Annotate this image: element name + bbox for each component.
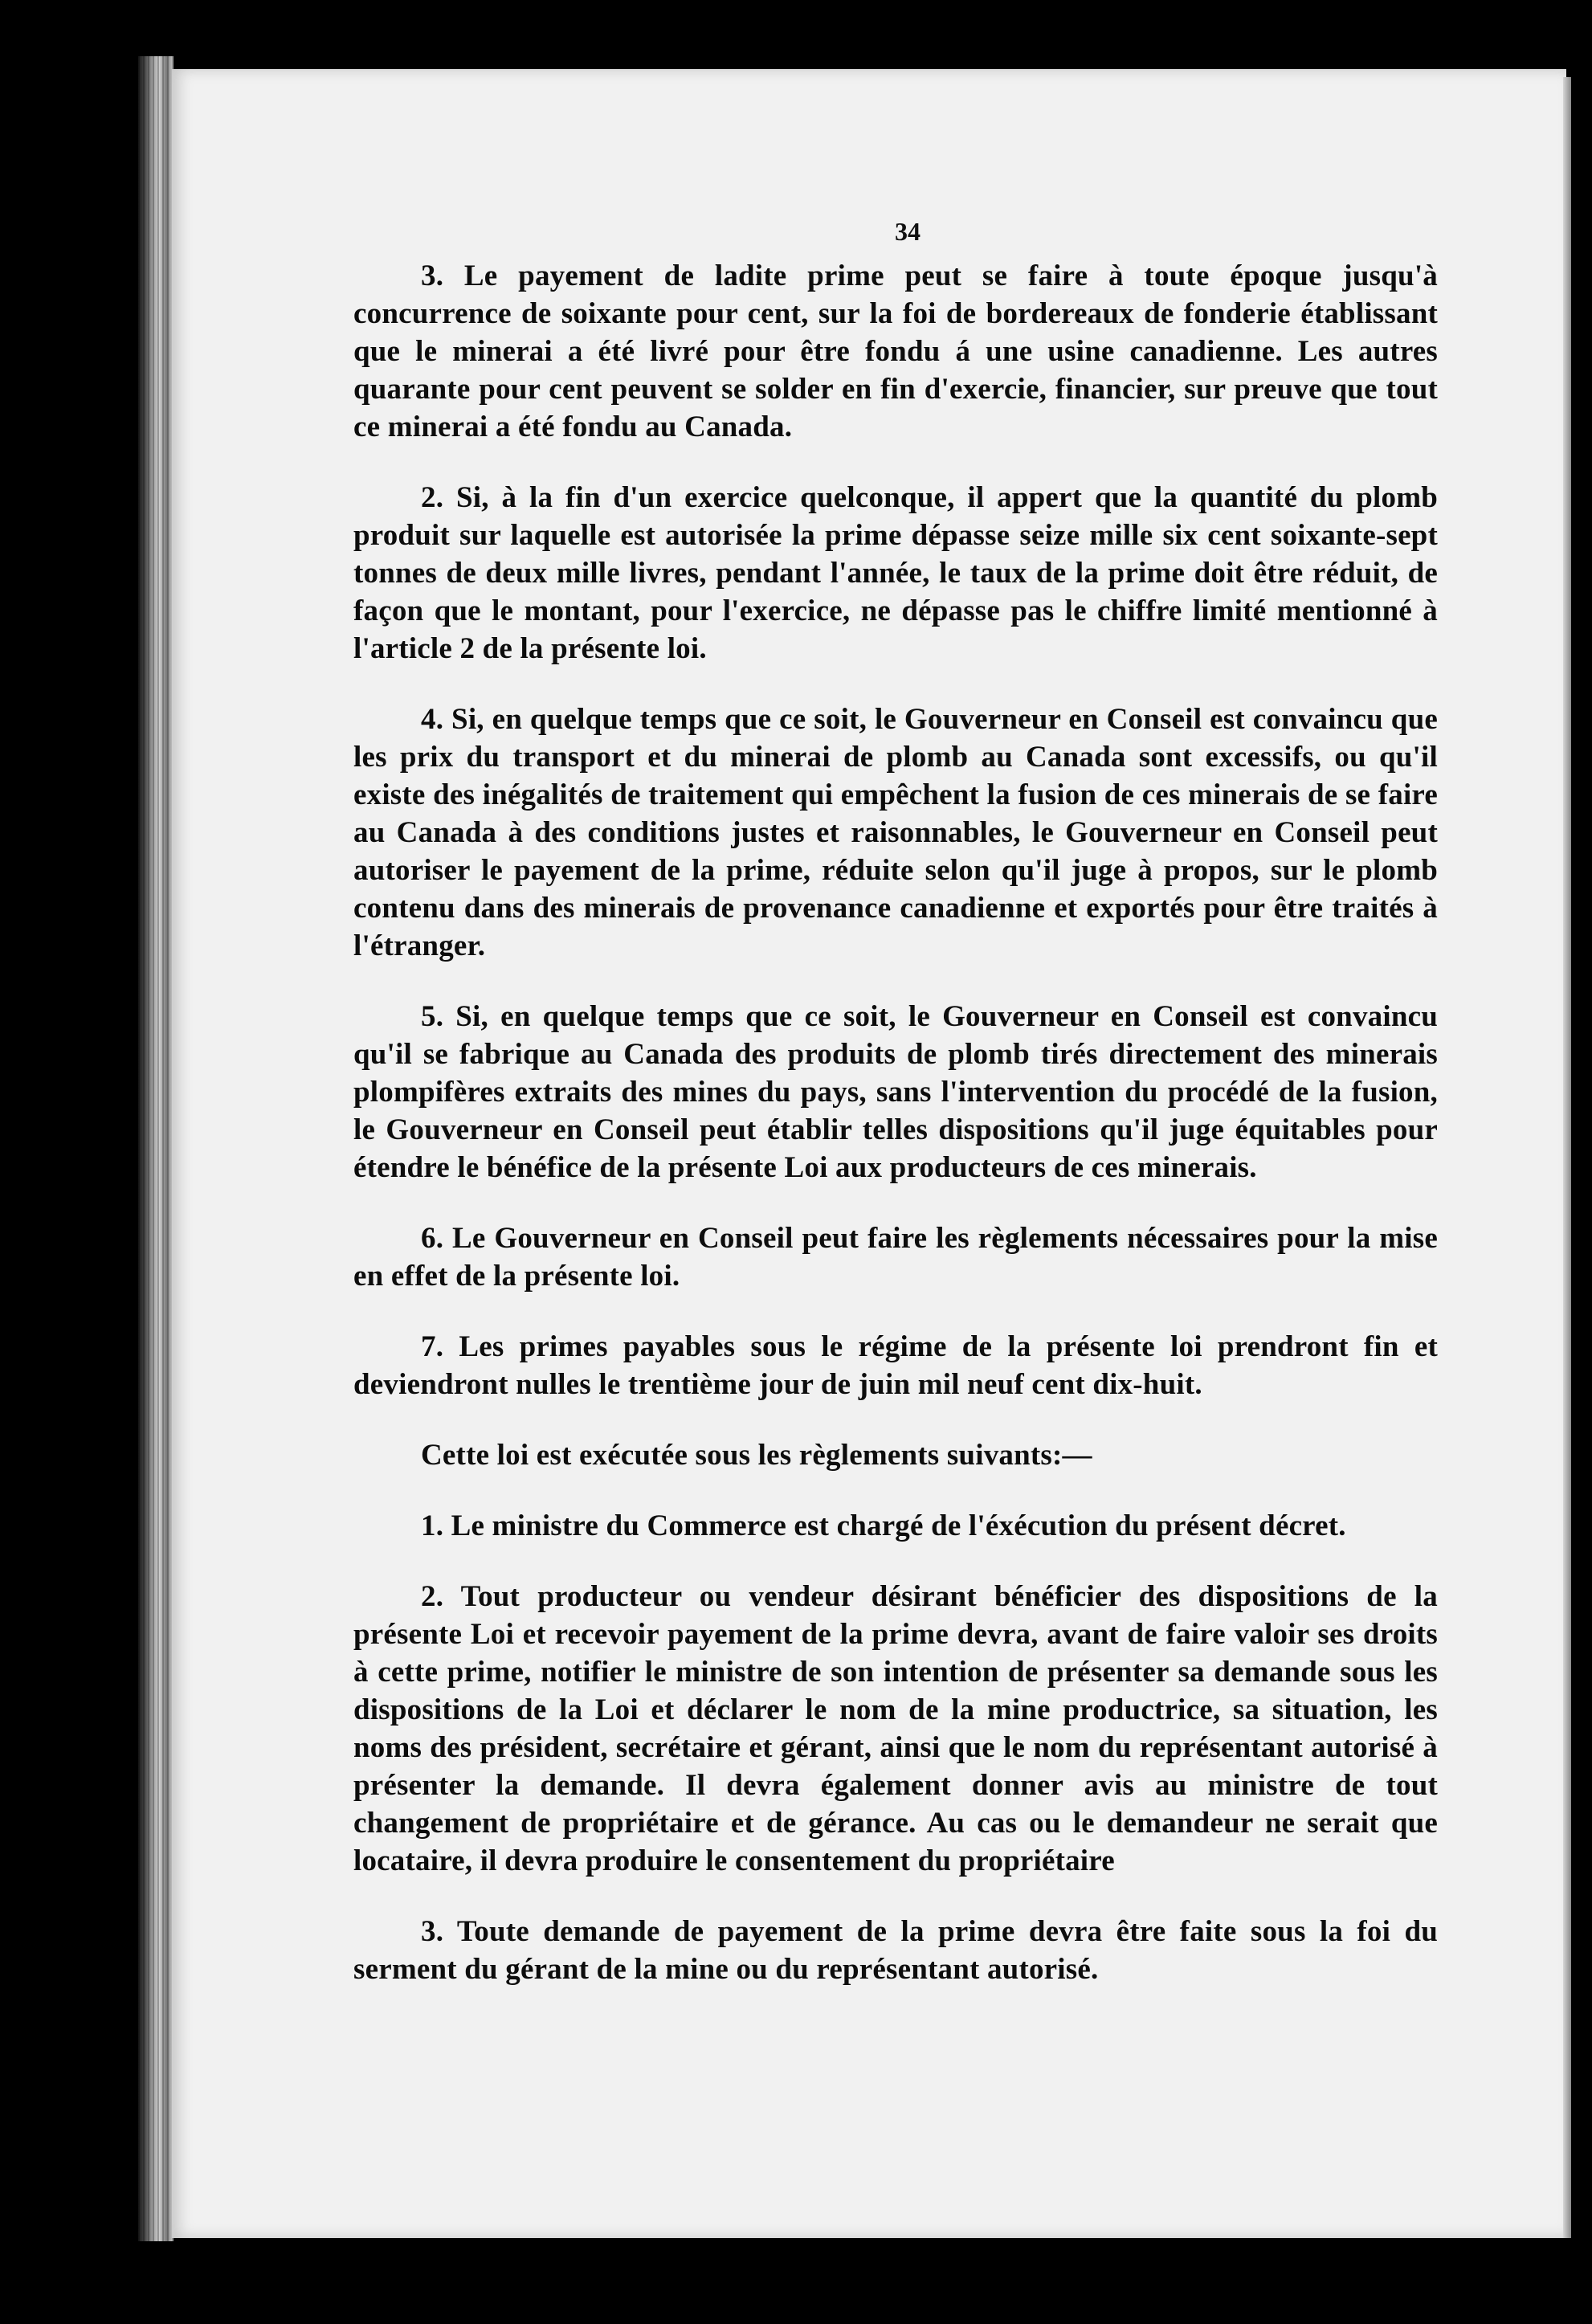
paragraph-regulation-3: 3. Toute demande de payement de la prime devra être faite sous la foi du serment du gérant de la mine ou du représentant autorisé.: [353, 1915, 1438, 1986]
book-page-edges: [138, 56, 173, 2241]
paragraph-article-3: 3. Le payement de ladite prime peut se faire à toute époque jusqu'à concurrence de soixante pour cent, sur la foi de bordereaux de fonderie établissant que le minerai a été livré pour être fondu á une usine canadienne. Les autres quarante pour cent peuvent se solder en fin d'exercie, financier, sur preuve que tout ce minerai a été fondu au Canada.: [353, 259, 1438, 443]
paragraph-article-2: 2. Si, à la fin d'un exercice quelconque, il appert que la quantité du plomb produit sur laquelle est autorisée la prime dépasse seize mille six cent soixante-sept tonnes de deux mille livres, pendant l'année, le taux de la prime doit être réduit, de façon que le montant, pour l'exercice, ne dépasse pas le chiffre limité mentionné à l'article 2 de la présente loi.: [353, 481, 1438, 665]
paragraph-regulations-intro: Cette loi est exécutée sous les règlements suivants:—: [421, 1439, 1092, 1472]
paragraph-regulation-2: 2. Tout producteur ou vendeur désirant bénéficier des dispositions de la présente Loi et recevoir payement de la prime devra, avant de faire valoir ses droits à cette prime, notifier le ministre de son intention de présenter sa demande sous les dispositions de la Loi et déclarer le nom de la mine productrice, sa situation, les noms des président, secrétaire et gérant, ainsi que le nom du représentant autorisé à présenter la demande. Il devra également donner avis au ministre de tout changement de propriétaire et de gérance. Au cas ou le demandeur ne serait que locataire, il devra produire le consentement du propriétaire: [353, 1580, 1438, 1877]
paragraph-article-4: 4. Si, en quelque temps que ce soit, le Gouverneur en Conseil est convaincu que les prix du transport et du minerai de plomb au Canada sont excessifs, ou qu'il existe des inégalités de traitement qui empêchent la fusion de ces minerais de se faire au Canada à des conditions justes et raisonnables, le Gouverneur en Conseil peut autoriser le payement de la prime, réduite selon qu'il juge à propos, sur le plomb contenu dans des minerais de provenance canadienne et exportés pour être traités à l'étranger.: [353, 703, 1438, 962]
paragraph-article-5: 5. Si, en quelque temps que ce soit, le Gouverneur en Conseil est convaincu qu'il se fabrique au Canada des produits de plomb tirés directement des minerais plompifères extraits des mines du pays, sans l'intervention du procédé de la fusion, le Gouverneur en Conseil peut établir telles dispositions qu'il juge équitables pour étendre le bénéfice de la présente Loi aux producteurs de ces minerais.: [353, 1000, 1438, 1184]
paragraph-regulation-1: 1. Le ministre du Commerce est chargé de l'éxécution du présent décret.: [421, 1509, 1346, 1542]
page-number: 34: [895, 217, 921, 246]
page-right-edge: [1563, 77, 1571, 2238]
paragraph-article-7: 7. Les primes payables sous le régime de la présente loi prendront fin et deviendront nulles le trentième jour de juin mil neuf cent dix-huit.: [353, 1330, 1438, 1401]
body-text: [353, 257, 1438, 2021]
paragraph-article-6: 6. Le Gouverneur en Conseil peut faire les règlements nécessaires pour la mise en effet de la présente loi.: [353, 1222, 1438, 1293]
